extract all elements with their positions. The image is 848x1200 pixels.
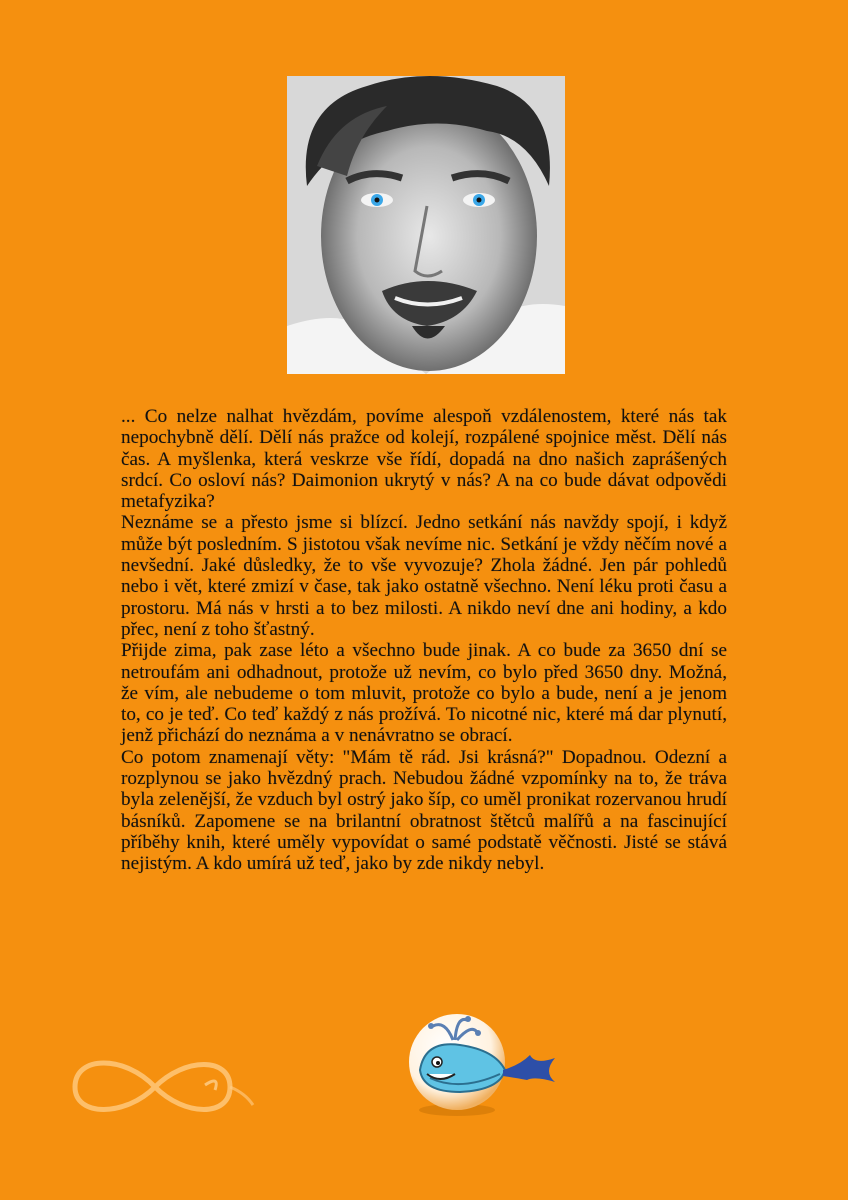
paragraph: Co potom znamenají věty: "Mám tě rád. Jsi krásná?" Dopadnou. Odezní a rozplynou se jako hvězdný prach. Nebudou žádné vzpomínky na to, že tráva byla zelenější, že vzduch byl ostrý jako šíp, co uměl pronikat rozervanou hrudí básníků. Zapomene se na brilantní obratnost štětců malířů a na fascinující příběhy knih, které uměly vypovídat o samé podstatě věčnosti. Jisté se stává nejistým. A kdo umírá už teď, jako by zde nikdy nebyl.	[121, 746, 727, 875]
paragraph: Neznáme se a přesto jsme si blízcí. Jedno setkání nás navždy spojí, i když může být posledním. S jistotou však nevíme nic. Setkání je vždy něčím nové a nevšední. Jaké důsledky, že to vše vyvozuje? Zhola žádné. Jen pár pohledů nebo i vět, které zmizí v čase, tak jako ostatně všechno. Není léku proti času a prostoru. Má nás v hrsti a to bez milosti. A nikdo neví dne ani hodiny, a kdo přec, není z toho šťastný.	[121, 512, 727, 640]
author-portrait	[287, 76, 565, 374]
paragraph: ... Co nelze nalhat hvězdám, povíme alespoň vzdálenostem, které nás tak nepochybně dělí. Dělí nás pražce od kolejí, rozpálené spojnice měst. Dělí nás čas. A myšlenka, která veskrze vše řídí, dopadá na dno našich zaprášených srdcí. Co osloví nás? Daimonion ukrytý v nás? A na co bude dávat odpovědi metafyzika?	[121, 406, 727, 513]
essay-text	[121, 406, 727, 875]
infinity-swirl-icon	[55, 1045, 255, 1125]
whale-fountain-icon	[405, 1010, 565, 1120]
paragraph: Přijde zima, pak zase léto a všechno bude jinak. A co bude za 3650 dní se netroufám ani odhadnout, protože už nevím, co bylo před 3650 dny. Možná, že vím, ale nebudeme o tom mluvit, protože co bylo a bude, není a je jenom to, co je teď. Co teď každý z nás prožívá. To nicotné nic, které má dar plynutí, jenž přichází do neznáma a v nenávratno se obrací.	[121, 640, 727, 747]
